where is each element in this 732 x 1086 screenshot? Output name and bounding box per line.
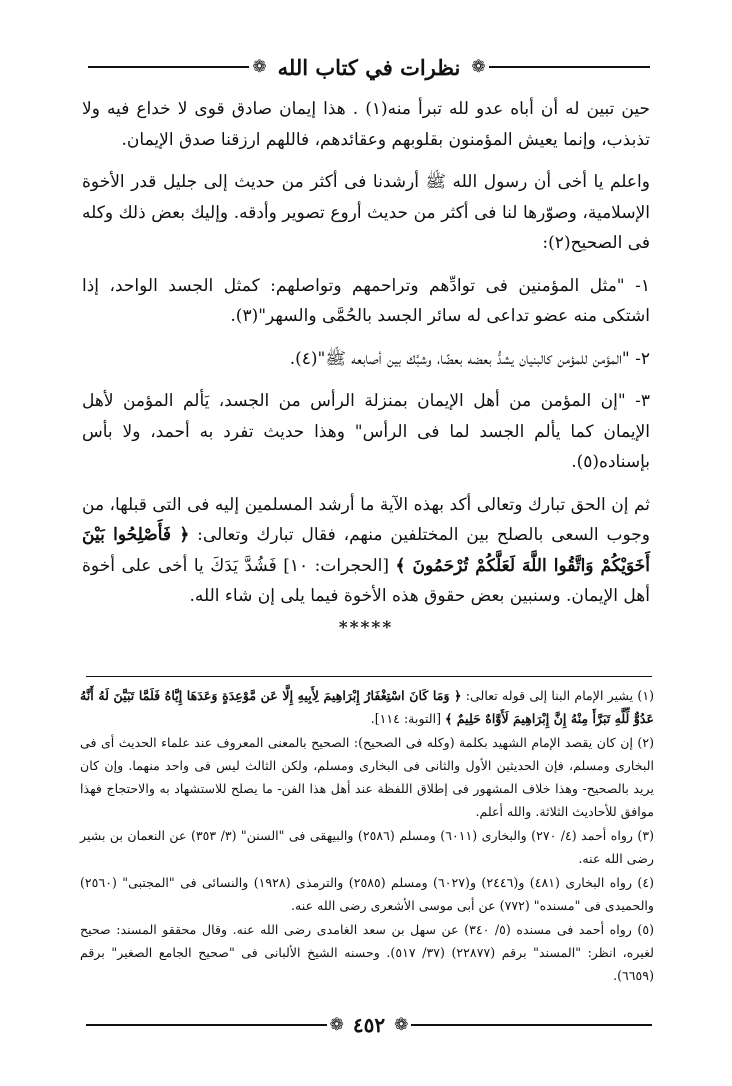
hadith-1: ١- "مثل المؤمنين فى توادِّهم وتراحمهم وتواصلهم: كمثل الجسد الواحد، إذا اشتكى منه عضو تداعى له سائر الجسد بالحُمَّى والسهر"(٣). xyxy=(82,275,650,326)
main-text xyxy=(82,94,650,624)
paragraph: واعلم يا أخى أن رسول الله ﷺ أرشدنا فى أكثر من حديث إلى جليل قدر الأخوة الإسلامية، وصوّرها لنا فى أكثر من حديث أروع تصوير وأدقه. وإليك بعض ذلك وكله فى الصحيح(٢): xyxy=(82,172,650,253)
section-separator: ***** xyxy=(338,618,394,638)
running-header xyxy=(88,50,650,84)
footer-rule-left xyxy=(86,1024,327,1026)
header-rule-left xyxy=(88,66,249,68)
header-rule-right xyxy=(489,66,650,68)
ornament-icon: ❁ xyxy=(329,1015,344,1035)
quran-verse: ﴿ وَمَا كَانَ اسْتِغْفَارُ إِبْرَاهِيمَ لِأَبِيهِ إِلَّا عَن مَّوْعِدَةٍ وَعَدَهَا إِيَّاهُ فَلَمَّا تَبَيَّنَ لَهُ أَنَّهُ عَدُوٌّ لِّلَّهِ تَبَرَّأَ مِنْهُ إِنَّ إِبْرَاهِيمَ لَأَوَّاهٌ حَلِيمٌ ﴾ xyxy=(80,688,654,726)
ornament-icon: ❁ xyxy=(394,1015,409,1035)
footnote-1 xyxy=(80,684,654,730)
paragraph: حين تبين له أن أباه عدو لله تبرأ منه(١) . هذا إيمان صادق قوى لا خداع فيه ولا تذبذب، وإنما يعيش المؤمنون بقلوبهم وعقائدهم، فاللهم ارزقنا صدق الإيمان. xyxy=(82,99,650,150)
footnote-5: (٥) رواه أحمد فى مسنده (٥/ ٣٤٠) عن سهل بن سعد الغامدى رضى الله عنه. وقال محققو المسند: صحيح لغيره، انظر: "المسند" برقم (٢٢٨٧٧) (٣٧/ ٥١٧). وحسنه الشيخ الألبانى فى "صحيح الجامع الصغير" برقم (٦٦٥٩). xyxy=(80,922,655,983)
page-footer xyxy=(86,1010,652,1040)
paragraph-text: ثم إن الحق تبارك وتعالى أكد بهذه الآية ما أرشد المسلمين إليه فى التى قبلها، من وجوب السعى بالصلح بين المختلفين منهم، فقال تبارك وتعالى: xyxy=(82,494,650,545)
footnote-2: (٢) إن كان يقصد الإمام الشهيد بكلمة (وكله فى الصحيح): الصحيح بالمعنى المعروف عند علماء الحديث أى فى البخارى ومسلم، فإن الحديثين الأول والثانى فى البخارى ومسلم، ولكن الثالث ليس فى واحد منهما. وإن كان يريد بالصحيح- وهذا خلاف المشهور فى إطلاق اللفظة عند أهل هذا الفن- ما يصلح للاستشهاد به والاحتجاج فهذا موافق للأحاديث الثلاثة. والله أعلم. xyxy=(80,735,654,819)
footnote-rule xyxy=(86,676,652,677)
footnote-3: (٣) رواه أحمد (٤/ ٢٧٠) والبخارى (٦٠١١) ومسلم (٢٥٨٦) والبيهقى فى "السنن" (٣/ ٣٥٣) عن النعمان بن بشير رضى الله عنه. xyxy=(80,828,655,866)
hadith-2: ٢- "المؤمن للمؤمن كالبنيان يشدُّ بعضه بعضًا، وشبَّك بين أصابعه ﷺ"(٤). xyxy=(289,348,650,369)
footnote-4: (٤) رواه البخارى (٤٨١) و(٢٤٤٦) و(٦٠٢٧) ومسلم (٢٥٨٥) والترمذى (١٩٢٨) والنسائى فى "المجتبى" (٢٥٦٠) والحميدى فى "مسنده" (٧٧٢) عن أبى موسى الأشعرى رضى الله عنه. xyxy=(80,875,655,913)
quran-verse: ﴿ فَأَصْلِحُوا بَيْنَ أَخَوَيْكُمْ وَاتَّقُوا اللَّهَ لَعَلَّكُمْ تُرْحَمُونَ ﴾ xyxy=(82,525,651,576)
footnotes xyxy=(80,684,654,988)
hadith-3: ٣- "إن المؤمن من أهل الإيمان بمنزلة الرأس من الجسد، يَألم المؤمن لأهل الإيمان كما يألم الجسد لما فى الرأس" وهذا حديث تفرد به أحمد، ولا بأس بإسناده(٥). xyxy=(82,391,650,472)
footnote-text: [التوبة: ١١٤]. xyxy=(370,711,445,726)
ornament-icon: ❁ xyxy=(471,57,486,77)
page-number: ٤٥٢ xyxy=(352,1013,386,1037)
paragraph-text: [الحجرات: ١٠] فَشُدَّ يَدَكَ يا أخى على أخوة أهل الإيمان. وسنبين بعض حقوق هذه الأخوة فيما يلى إن شاء الله. xyxy=(82,555,650,606)
paragraph xyxy=(82,490,650,612)
page-title: نظرات في كتاب الله xyxy=(277,54,461,80)
footnote-text: (١) يشير الإمام البنا إلى قوله تعالى: xyxy=(461,688,654,703)
footer-rule-right xyxy=(411,1024,652,1026)
ornament-icon: ❁ xyxy=(252,57,267,77)
